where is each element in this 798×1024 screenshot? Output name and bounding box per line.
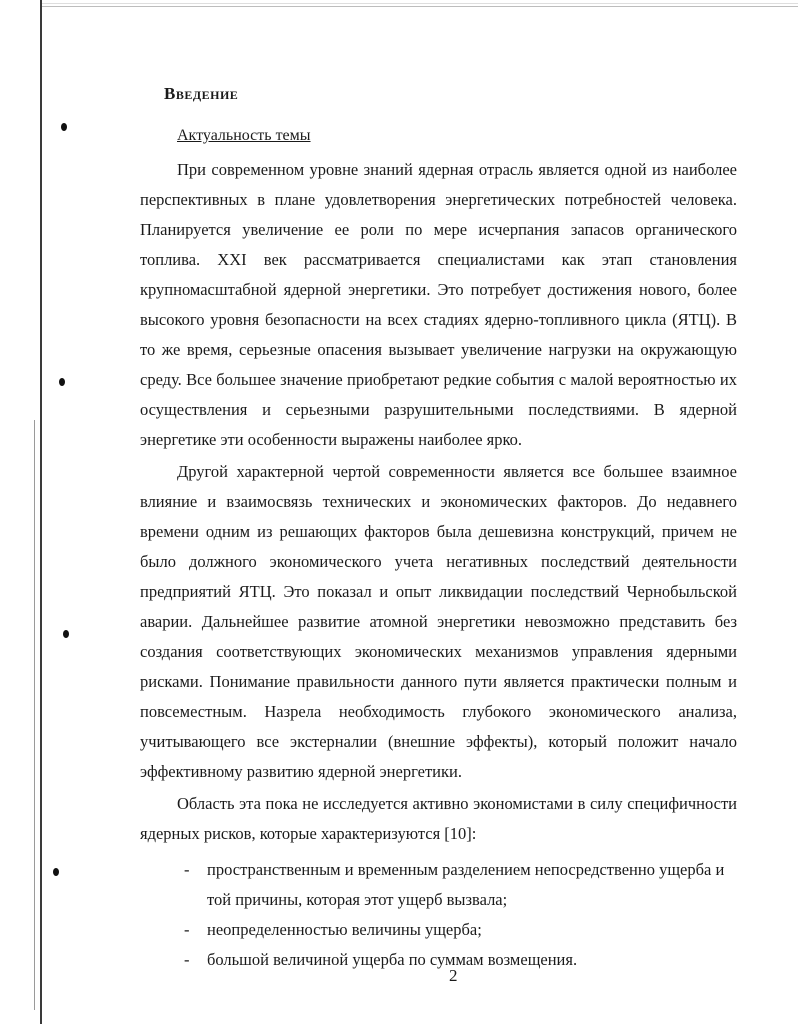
list-item-text: пространственным и временным разделением непосредственно ущерба и той причины, которая этот ущерб вызвала; [207, 860, 725, 909]
list-item [140, 945, 737, 975]
list-item [140, 855, 737, 915]
paragraph: Область эта пока не исследуется активно экономистами в силу специфичности ядерных рисков, которые характеризуются [10]: [140, 794, 737, 843]
bullet-dash: - [184, 860, 190, 879]
bullet-dash: - [184, 920, 190, 939]
body-text [140, 155, 737, 975]
list-item-text: большой величиной ущерба по суммам возмещения. [207, 950, 578, 969]
paragraph: Другой характерной чертой современности является все большее взаимное влияние и взаимосвязь технических и экономических факторов. До недавнего времени одним из решающих факторов была дешевизна конструкций, причем не было должного экономического учета негативных последствий деятельности предприятий ЯТЦ. Это показал и опыт ликвидации последствий Чернобыльской аварии. Дальнейшее развитие атомной энергетики невозможно представить без создания соответствующих экономических механизмов управления ядерными рисками. Понимание правильности данного пути является практически полным и повсеместным. Назрела необходимость глубокого экономического анализа, учитывающего все экстерналии (внешние эффекты), который положит начало эффективному развитию ядерной энергетики. [140, 462, 737, 781]
bullet-list [140, 855, 737, 975]
subsection-heading: Актуальность темы [177, 127, 311, 144]
section-heading: Введение [164, 84, 239, 103]
paragraph: При современном уровне знаний ядерная отрасль является одной из наиболее перспективных в плане удовлетворения энергетических потребностей человека. Планируется увеличение ее роли по мере исчерпания запасов органического топлива. XXI век рассматривается специалистами как этап становления крупномасштабной ядерной энергетики. Это потребует достижения нового, более высокого уровня безопасности на всех стадиях ядерно-топливного цикла (ЯТЦ). В то же время, серьезные опасения вызывает увеличение нагрузки на окружающую среду. Все большее значение приобретают редкие события с малой вероятностью их осуществления и серьезными разрушительными последствиями. В ядерной энергетике эти особенности выражены наиболее ярко. [140, 160, 737, 449]
page-number: 2 [449, 966, 458, 985]
list-item [140, 915, 737, 945]
bullet-dash: - [184, 950, 190, 969]
list-item-text: неопределенностью величины ущерба; [207, 920, 482, 939]
